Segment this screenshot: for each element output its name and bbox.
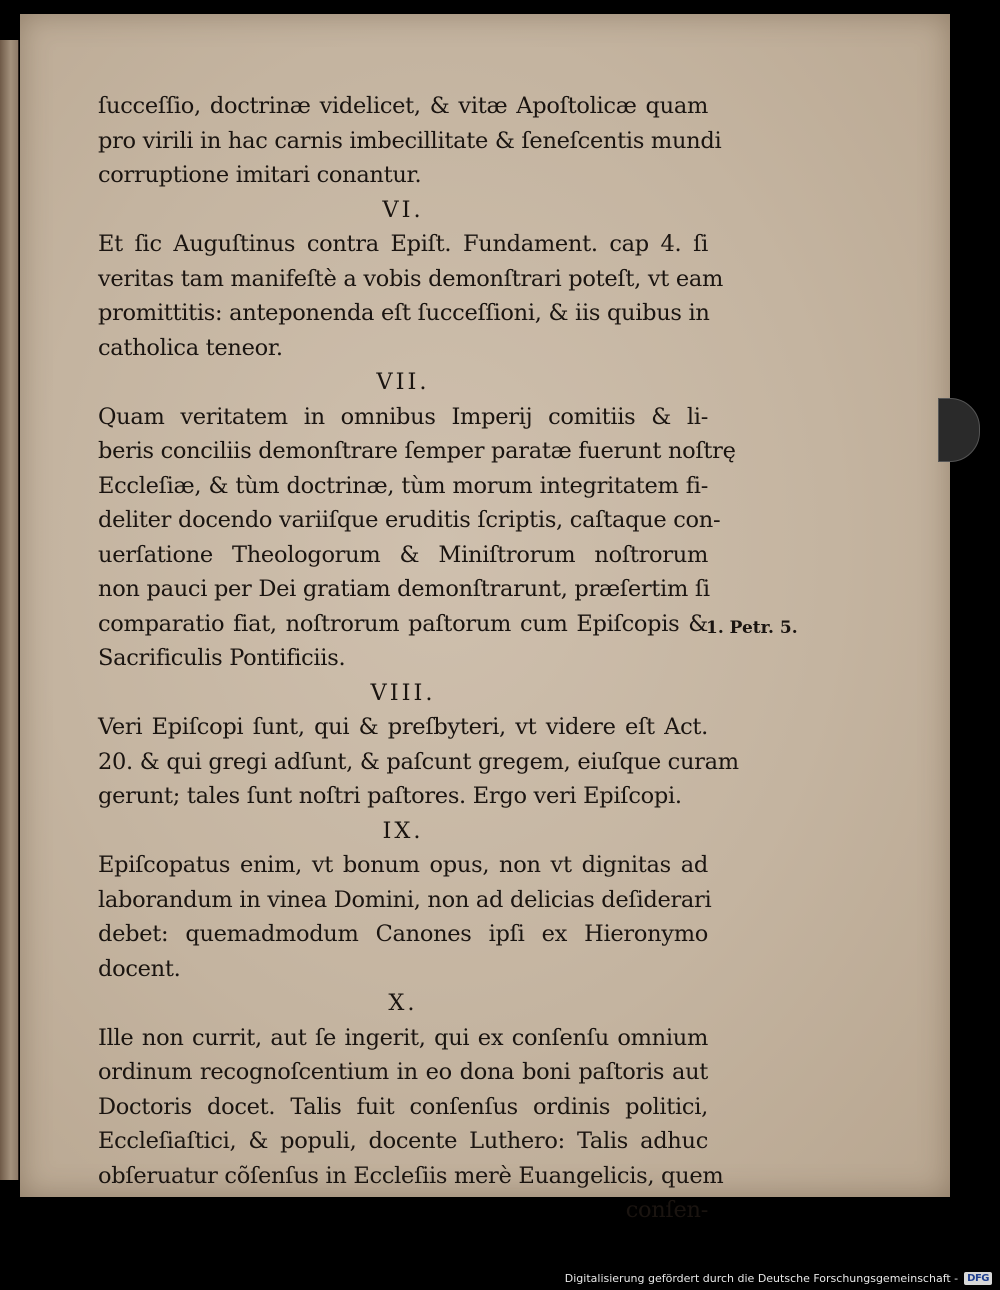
text-line: Ille non currit, aut ſe ingerit, qui ex conſenſu omnium xyxy=(98,1024,708,1051)
text-line: comparatio fiat, noſtrorum paſtorum cum Epiſcopis & xyxy=(98,610,708,637)
text-line: debet: quemadmodum Canones ipſi ex Hieronymo xyxy=(98,921,708,947)
text-line: promittitis: anteponenda eſt ſucceſſioni, & iis quibus in xyxy=(98,300,710,326)
section-heading: IX. xyxy=(382,817,424,844)
text-line: beris conciliis demonſtrare ſemper paratæ fuerunt noſtrę xyxy=(98,438,736,464)
text-line: pro virili in hac carnis imbecillitate & ſeneſcentis mundi xyxy=(98,127,722,154)
text-line: ordinum recognoſcentium in eo dona boni paſtoris aut xyxy=(98,1059,708,1085)
text-line: corruptione imitari conantur. xyxy=(98,162,422,188)
text-line: Doctoris docet. Talis fuit conſenſus ordinis politici, xyxy=(98,1093,708,1120)
section-heading: VII. xyxy=(376,369,430,395)
page-text xyxy=(98,89,739,1228)
section-heading: VIII. xyxy=(370,679,436,706)
book-page xyxy=(20,14,950,1223)
previous-page-edge xyxy=(0,40,19,1180)
footer-credit xyxy=(565,1269,992,1287)
text-line: non pauci per Dei gratiam demonſtrarunt, præſertim ſi xyxy=(98,576,710,602)
text-line: Eccleſiaſtici, & populi, docente Luthero: Talis adhuc xyxy=(98,1128,708,1154)
text-line: ſucceſſio, doctrinæ videlicet, & vitæ Apoſtolicæ quam xyxy=(98,93,708,119)
page-tab-marker xyxy=(938,398,980,462)
text-line: Et ſic Auguſtinus contra Epiſt. Fundament. cap 4. ſi xyxy=(98,231,708,257)
text-line: 20. & qui gregi adſunt, & paſcunt gregem, eiuſque curam xyxy=(98,748,739,775)
footer-text: Digitalisierung gefördert durch die Deutsche Forschungsgemeinschaft - xyxy=(564,1271,959,1285)
text-line: laborandum in vinea Domini, non ad delicias deſiderari xyxy=(98,886,712,913)
text-line: docent. xyxy=(98,955,181,982)
text-line: Sacrificulis Pontificiis. xyxy=(98,645,346,671)
text-line: veritas tam manifeſtè a vobis demonſtrari poteſt, vt eam xyxy=(98,265,723,292)
text-line: conſen- xyxy=(625,1197,708,1223)
text-line: Epiſcopatus enim, vt bonum opus, non vt dignitas ad xyxy=(98,852,708,878)
text-line: deliter docendo variiſque eruditis ſcriptis, caſtaque con- xyxy=(98,507,721,533)
margin-note: 1. Petr. 5. xyxy=(706,618,798,638)
text-line: uerſatione Theologorum & Miniſtrorum noſtrorum xyxy=(98,541,708,568)
text-line: gerunt; tales ſunt noſtri paſtores. Ergo veri Epiſcopi. xyxy=(98,783,682,809)
text-line: Veri Epiſcopi ſunt, qui & preſbyteri, vt videre eſt Act. xyxy=(98,714,708,740)
section-heading: X. xyxy=(388,990,418,1016)
text-line: Eccleſiæ, & tùm doctrinæ, tùm morum integritatem fi- xyxy=(98,472,708,499)
section-heading: VI. xyxy=(382,196,424,223)
text-line: catholica teneor. xyxy=(98,334,283,361)
text-line: Quam veritatem in omnibus Imperij comitiis & li- xyxy=(98,403,708,430)
text-line: obſeruatur cõſenſus in Eccleſiis merè Euangelicis, quem xyxy=(98,1162,724,1189)
dfg-logo-icon: DFG xyxy=(964,1272,992,1285)
